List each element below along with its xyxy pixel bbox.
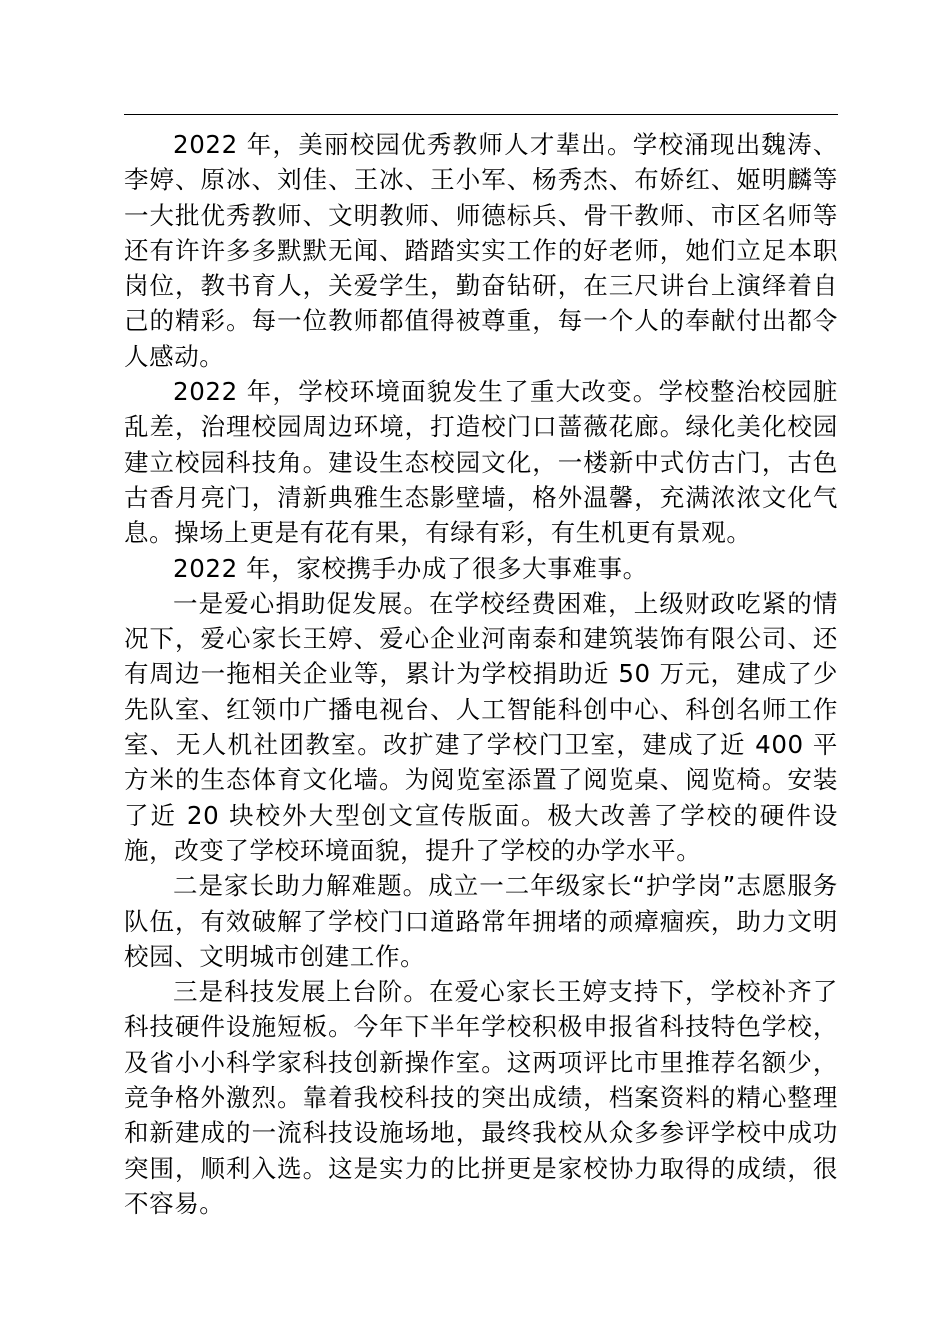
document-body — [124, 127, 838, 1221]
paragraph-technology: 三是科技发展上台阶。在爱心家长王婷支持下，学校补齐了科技硬件设施短板。今年下半年学校积极申报省科技特色学校，及省小小科学家科技创新操作室。这两项评比市里推荐名额少，竞争格外激烈。靠着我校科技的突出成绩，档案资料的精心整理和新建成的一流科技设施场地，最终我校从众多参评学校中成功突围，顺利入选。这是实力的比拼更是家校协力取得的成绩，很不容易。 — [124, 977, 838, 1218]
paragraph-environment: 2022 年，学校环境面貌发生了重大改变。学校整治校园脏乱差，治理校园周边环境，打造校门口蔷薇花廊。绿化美化校园建立校园科技角。建设生态校园文化，一楼新中式仿古门，古色古香月亮门，清新典雅生态影壁墙，格外温馨，充满浓浓文化气息。操场上更是有花有果，有绿有彩，有生机更有景观。 — [124, 377, 838, 548]
paragraph-teachers: 2022 年，美丽校园优秀教师人才辈出。学校涌现出魏涛、李婷、原冰、刘佳、王冰、王小军、杨秀杰、布娇红、姬明麟等一大批优秀教师、文明教师、师德标兵、骨干教师、市区名师等还有许许多多默默无闻、踏踏实实工作的好老师，她们立足本职岗位，教书育人，关爱学生，勤奋钻研，在三尺讲台上演绎着自己的精彩。每一位教师都值得被尊重，每一个人的奉献付出都令人感动。 — [124, 130, 838, 371]
header-rule — [124, 114, 838, 115]
paragraph-donations: 一是爱心捐助促发展。在学校经费困难，上级财政吃紧的情况下，爱心家长王婷、爱心企业河南泰和建筑装饰有限公司、还有周边一拖相关企业等，累计为学校捐助近 50 万元，建成了少先队室、红领巾广播电视台、人工智能科创中心、科创名师工作室、无人机社团教室。改扩建了学校门卫室，建成了近 400 平方米的生态体育文化墙。为阅览室添置了阅览桌、阅览椅。安装了近 20 块校外大型创文宣传版面。极大改善了学校的硬件设施，改变了学校环境面貌，提升了学校的办学水平。 — [124, 588, 838, 865]
paragraph-parent-volunteers: 二是家长助力解难题。成立一二年级家长“护学岗”志愿服务队伍，有效破解了学校门口道路常年拥堵的顽瘴痼疾，助力文明校园、文明城市创建工作。 — [124, 871, 838, 971]
paragraph-home-school: 2022 年，家校携手办成了很多大事难事。 — [173, 553, 648, 583]
